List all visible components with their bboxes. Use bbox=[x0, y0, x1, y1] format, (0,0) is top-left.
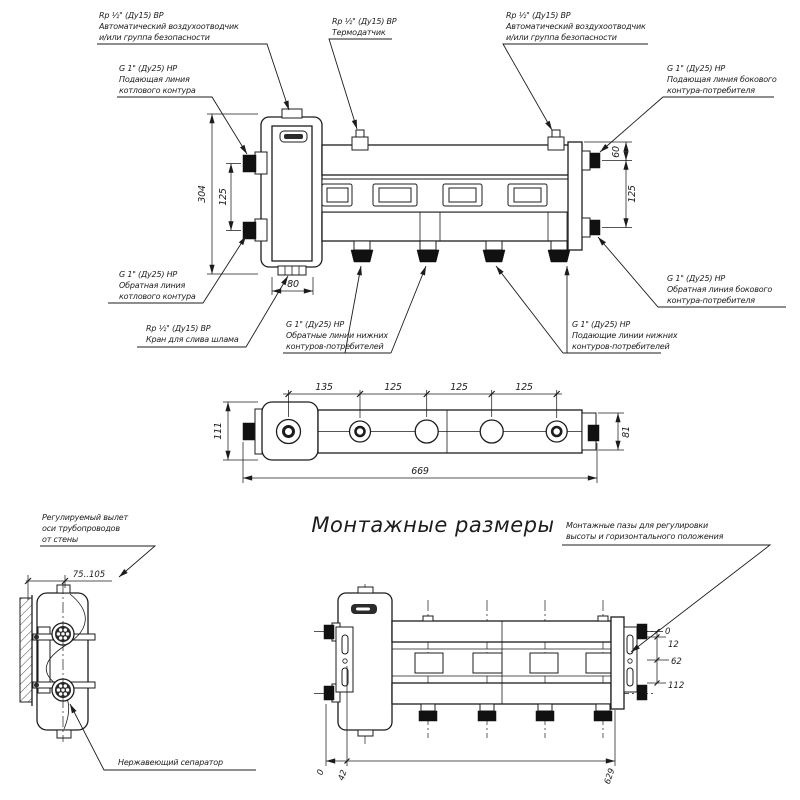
svg-text:Автоматический воздухоотводчик: Автоматический воздухоотводчик bbox=[506, 22, 646, 31]
label-side-return bbox=[598, 237, 786, 307]
dim-125-right: 125 bbox=[627, 185, 638, 203]
svg-text:оси трубопроводов: оси трубопроводов bbox=[42, 524, 120, 533]
label-air-vent-left bbox=[97, 11, 289, 110]
svg-text:Обратная линия: Обратная линия bbox=[119, 281, 186, 290]
dim-y0: 0 bbox=[665, 627, 671, 637]
dim-y62: 62 bbox=[671, 657, 682, 667]
dim-81: 81 bbox=[621, 426, 632, 438]
mount-bracket-right bbox=[624, 627, 637, 692]
svg-text:Обратные линии нижних: Обратные линии нижних bbox=[286, 331, 388, 340]
dim-669: 669 bbox=[411, 466, 429, 477]
svg-text:котлового контура: котлового контура bbox=[119, 86, 196, 95]
svg-text:Регулируемый вылет: Регулируемый вылет bbox=[42, 513, 128, 522]
svg-text:и/или группа безопасности: и/или группа безопасности bbox=[506, 33, 617, 42]
thermo-port bbox=[352, 130, 368, 150]
front-view bbox=[97, 11, 786, 353]
top-view bbox=[213, 382, 632, 483]
dim-x629: 629 bbox=[602, 767, 618, 786]
label-lower-return bbox=[283, 266, 426, 353]
svg-text:Rp ½" (Ду15) ВР: Rp ½" (Ду15) ВР bbox=[99, 11, 164, 20]
dim-135: 135 bbox=[315, 382, 333, 393]
label-side-supply bbox=[600, 64, 777, 152]
dim-125-b: 125 bbox=[450, 382, 468, 393]
svg-text:Подающая линия: Подающая линия bbox=[119, 75, 190, 84]
dim-75-105: 75..105 bbox=[72, 570, 106, 580]
svg-text:контура-потребителя: контура-потребителя bbox=[667, 86, 755, 95]
dim-125-a: 125 bbox=[384, 382, 402, 393]
dim-304: 304 bbox=[197, 185, 208, 203]
lower-circuit-ports bbox=[351, 241, 570, 262]
mount-brand-badge bbox=[351, 604, 377, 614]
svg-text:G 1" (Ду25) НР: G 1" (Ду25) НР bbox=[667, 64, 726, 73]
svg-text:Нержавеющий сепаратор: Нержавеющий сепаратор bbox=[118, 758, 223, 767]
top-view-right-port bbox=[588, 425, 599, 441]
dim-80: 80 bbox=[287, 279, 299, 290]
svg-text:и/или группа безопасности: и/или группа безопасности bbox=[99, 33, 210, 42]
svg-text:Термодатчик: Термодатчик bbox=[332, 28, 386, 37]
svg-text:G 1" (Ду25) НР: G 1" (Ду25) НР bbox=[119, 64, 178, 73]
brand-badge bbox=[280, 131, 307, 142]
svg-text:контуров-потребителей: контуров-потребителей bbox=[286, 342, 384, 351]
label-boiler-supply bbox=[117, 64, 247, 154]
label-thermo bbox=[329, 17, 397, 129]
separator-body bbox=[261, 109, 322, 275]
label-outreach bbox=[40, 513, 155, 577]
svg-text:Подающие линии нижних: Подающие линии нижних bbox=[572, 331, 678, 340]
air-vent-right-port bbox=[548, 130, 564, 150]
top-view-left-port bbox=[243, 423, 255, 440]
svg-text:высоты и горизонтального полож: высоты и горизонтального положения bbox=[566, 532, 724, 541]
label-boiler-return bbox=[108, 236, 246, 303]
svg-text:от стены: от стены bbox=[42, 535, 79, 544]
svg-text:Кран для слива шлама: Кран для слива шлама bbox=[146, 335, 239, 344]
svg-text:Монтажные пазы для регулировки: Монтажные пазы для регулировки bbox=[566, 521, 709, 530]
svg-text:Автоматический воздухоотводчик: Автоматический воздухоотводчик bbox=[99, 22, 239, 31]
dim-x42: 42 bbox=[336, 768, 350, 783]
mount-beams bbox=[392, 616, 611, 704]
dim-125-left: 125 bbox=[218, 188, 229, 206]
label-separator bbox=[70, 704, 256, 770]
svg-text:контура-потребителя: контура-потребителя bbox=[667, 296, 755, 305]
side-view bbox=[20, 513, 256, 770]
svg-text:G 1" (Ду25) НР: G 1" (Ду25) НР bbox=[572, 320, 631, 329]
mount-bottom-ports bbox=[419, 704, 612, 721]
svg-text:Подающая линия бокового: Подающая линия бокового bbox=[667, 75, 777, 84]
svg-text:G 1" (Ду25) НР: G 1" (Ду25) НР bbox=[119, 270, 178, 279]
air-vent-connection bbox=[282, 109, 302, 118]
svg-text:G 1" (Ду25) НР: G 1" (Ду25) НР bbox=[667, 274, 726, 283]
label-lower-supply bbox=[496, 266, 678, 353]
svg-text:G 1" (Ду25) НР: G 1" (Ду25) НР bbox=[286, 320, 345, 329]
wall bbox=[20, 598, 32, 702]
mount-bracket-left bbox=[336, 627, 353, 692]
dim-111: 111 bbox=[213, 422, 224, 440]
drain-connection bbox=[278, 266, 306, 275]
dim-125-c: 125 bbox=[515, 382, 533, 393]
dim-60: 60 bbox=[611, 146, 622, 158]
manifold-beams bbox=[322, 145, 570, 241]
right-end-block bbox=[568, 142, 600, 250]
svg-text:котлового контура: котлового контура bbox=[119, 292, 196, 301]
section-title: Монтажные размеры bbox=[311, 513, 555, 537]
boiler-supply-port bbox=[243, 152, 267, 174]
label-air-vent-right bbox=[503, 11, 648, 130]
dim-x0: 0 bbox=[315, 768, 327, 777]
svg-text:Rp ½" (Ду15) ВР: Rp ½" (Ду15) ВР bbox=[332, 17, 397, 26]
svg-text:Rp ½" (Ду15) ВР: Rp ½" (Ду15) ВР bbox=[506, 11, 571, 20]
boiler-return-port bbox=[243, 219, 267, 241]
dim-y12: 12 bbox=[668, 640, 679, 650]
dim-y112: 112 bbox=[668, 681, 685, 691]
svg-text:контуров-потребителей: контуров-потребителей bbox=[572, 342, 670, 351]
svg-text:Rp ½" (Ду15) ВР: Rp ½" (Ду15) ВР bbox=[146, 324, 211, 333]
mount-right-dimensions bbox=[647, 627, 684, 691]
svg-text:Обратная линия бокового: Обратная линия бокового bbox=[667, 285, 773, 294]
mount-view bbox=[314, 521, 770, 786]
